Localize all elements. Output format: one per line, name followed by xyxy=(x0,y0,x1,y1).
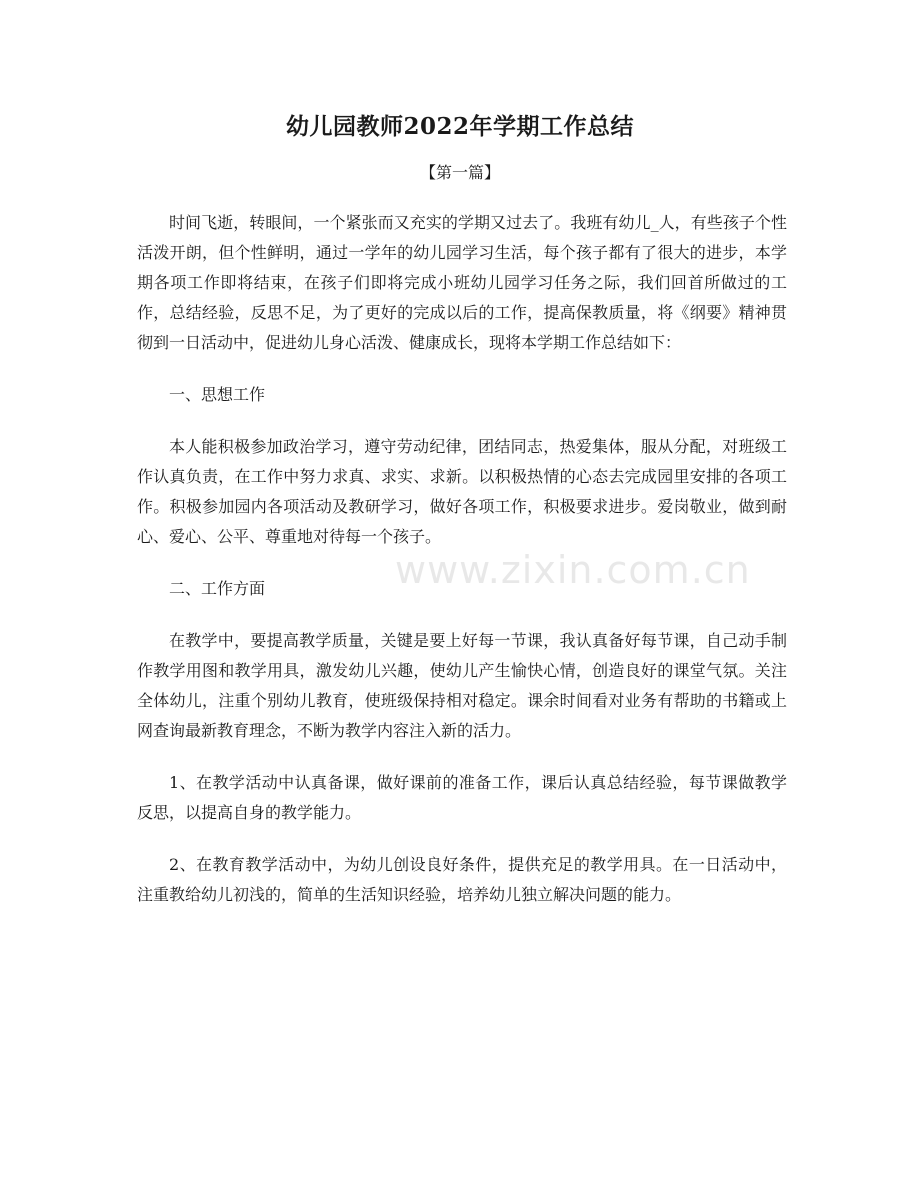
paragraph-ideology: 本人能积极参加政治学习，遵守劳动纪律，团结同志，热爱集体，服从分配，对班级工作认真负责，在工作中努力求真、求实、求新。以积极热情的心态去完成园里安排的各项工作。积极参加园内各项活动及教研学习，做好各项工作，积极要求进步。爱岗敬业，做到耐心、爱心、公平、尊重地对待每一个孩子。 xyxy=(137,437,787,546)
paragraph-item-1: 1、在教学活动中认真备课，做好课前的准备工作，课后认真总结经验，每节课做教学反思，以提高自身的教学能力。 xyxy=(137,773,787,822)
document-body xyxy=(137,208,787,932)
paragraph-intro: 时间飞逝，转眼间，一个紧张而又充实的学期又过去了。我班有幼儿_人，有些孩子个性活泼开朗，但个性鲜明，通过一学年的幼儿园学习生活，每个孩子都有了很大的进步，本学期各项工作即将结束，在孩子们即将完成小班幼儿园学习任务之际，我们回首所做过的工作，总结经验，反思不足，为了更好的完成以后的工作，提高保教质量，将《纲要》精神贯彻到一日活动中，促进幼儿身心活泼、健康成长，现将本学期工作总结如下： xyxy=(137,213,787,352)
document-title: 幼儿园教师2022年学期工作总结 xyxy=(285,113,634,140)
heading-work: 二、工作方面 xyxy=(169,579,266,598)
paragraph-work: 在教学中，要提高教学质量，关键是要上好每一节课，我认真备好每节课，自己动手制作教学用图和教学用具，激发幼儿兴趣，使幼儿产生愉快心情，创造良好的课堂气氛。关注全体幼儿，注重个别幼儿教育，使班级保持相对稳定。课余时间看对业务有帮助的书籍或上网查询最新教育理念，不断为教学内容注入新的活力。 xyxy=(137,631,787,740)
paragraph-item-2: 2、在教育教学活动中，为幼儿创设良好条件，提供充足的教学用具。在一日活动中，注重教给幼儿初浅的，简单的生活知识经验，培养幼儿独立解决问题的能力。 xyxy=(137,855,787,904)
watermark: www.zixin.com.cn xyxy=(395,548,751,592)
heading-ideology: 一、思想工作 xyxy=(169,385,266,404)
section-label: 【第一篇】 xyxy=(419,163,500,182)
